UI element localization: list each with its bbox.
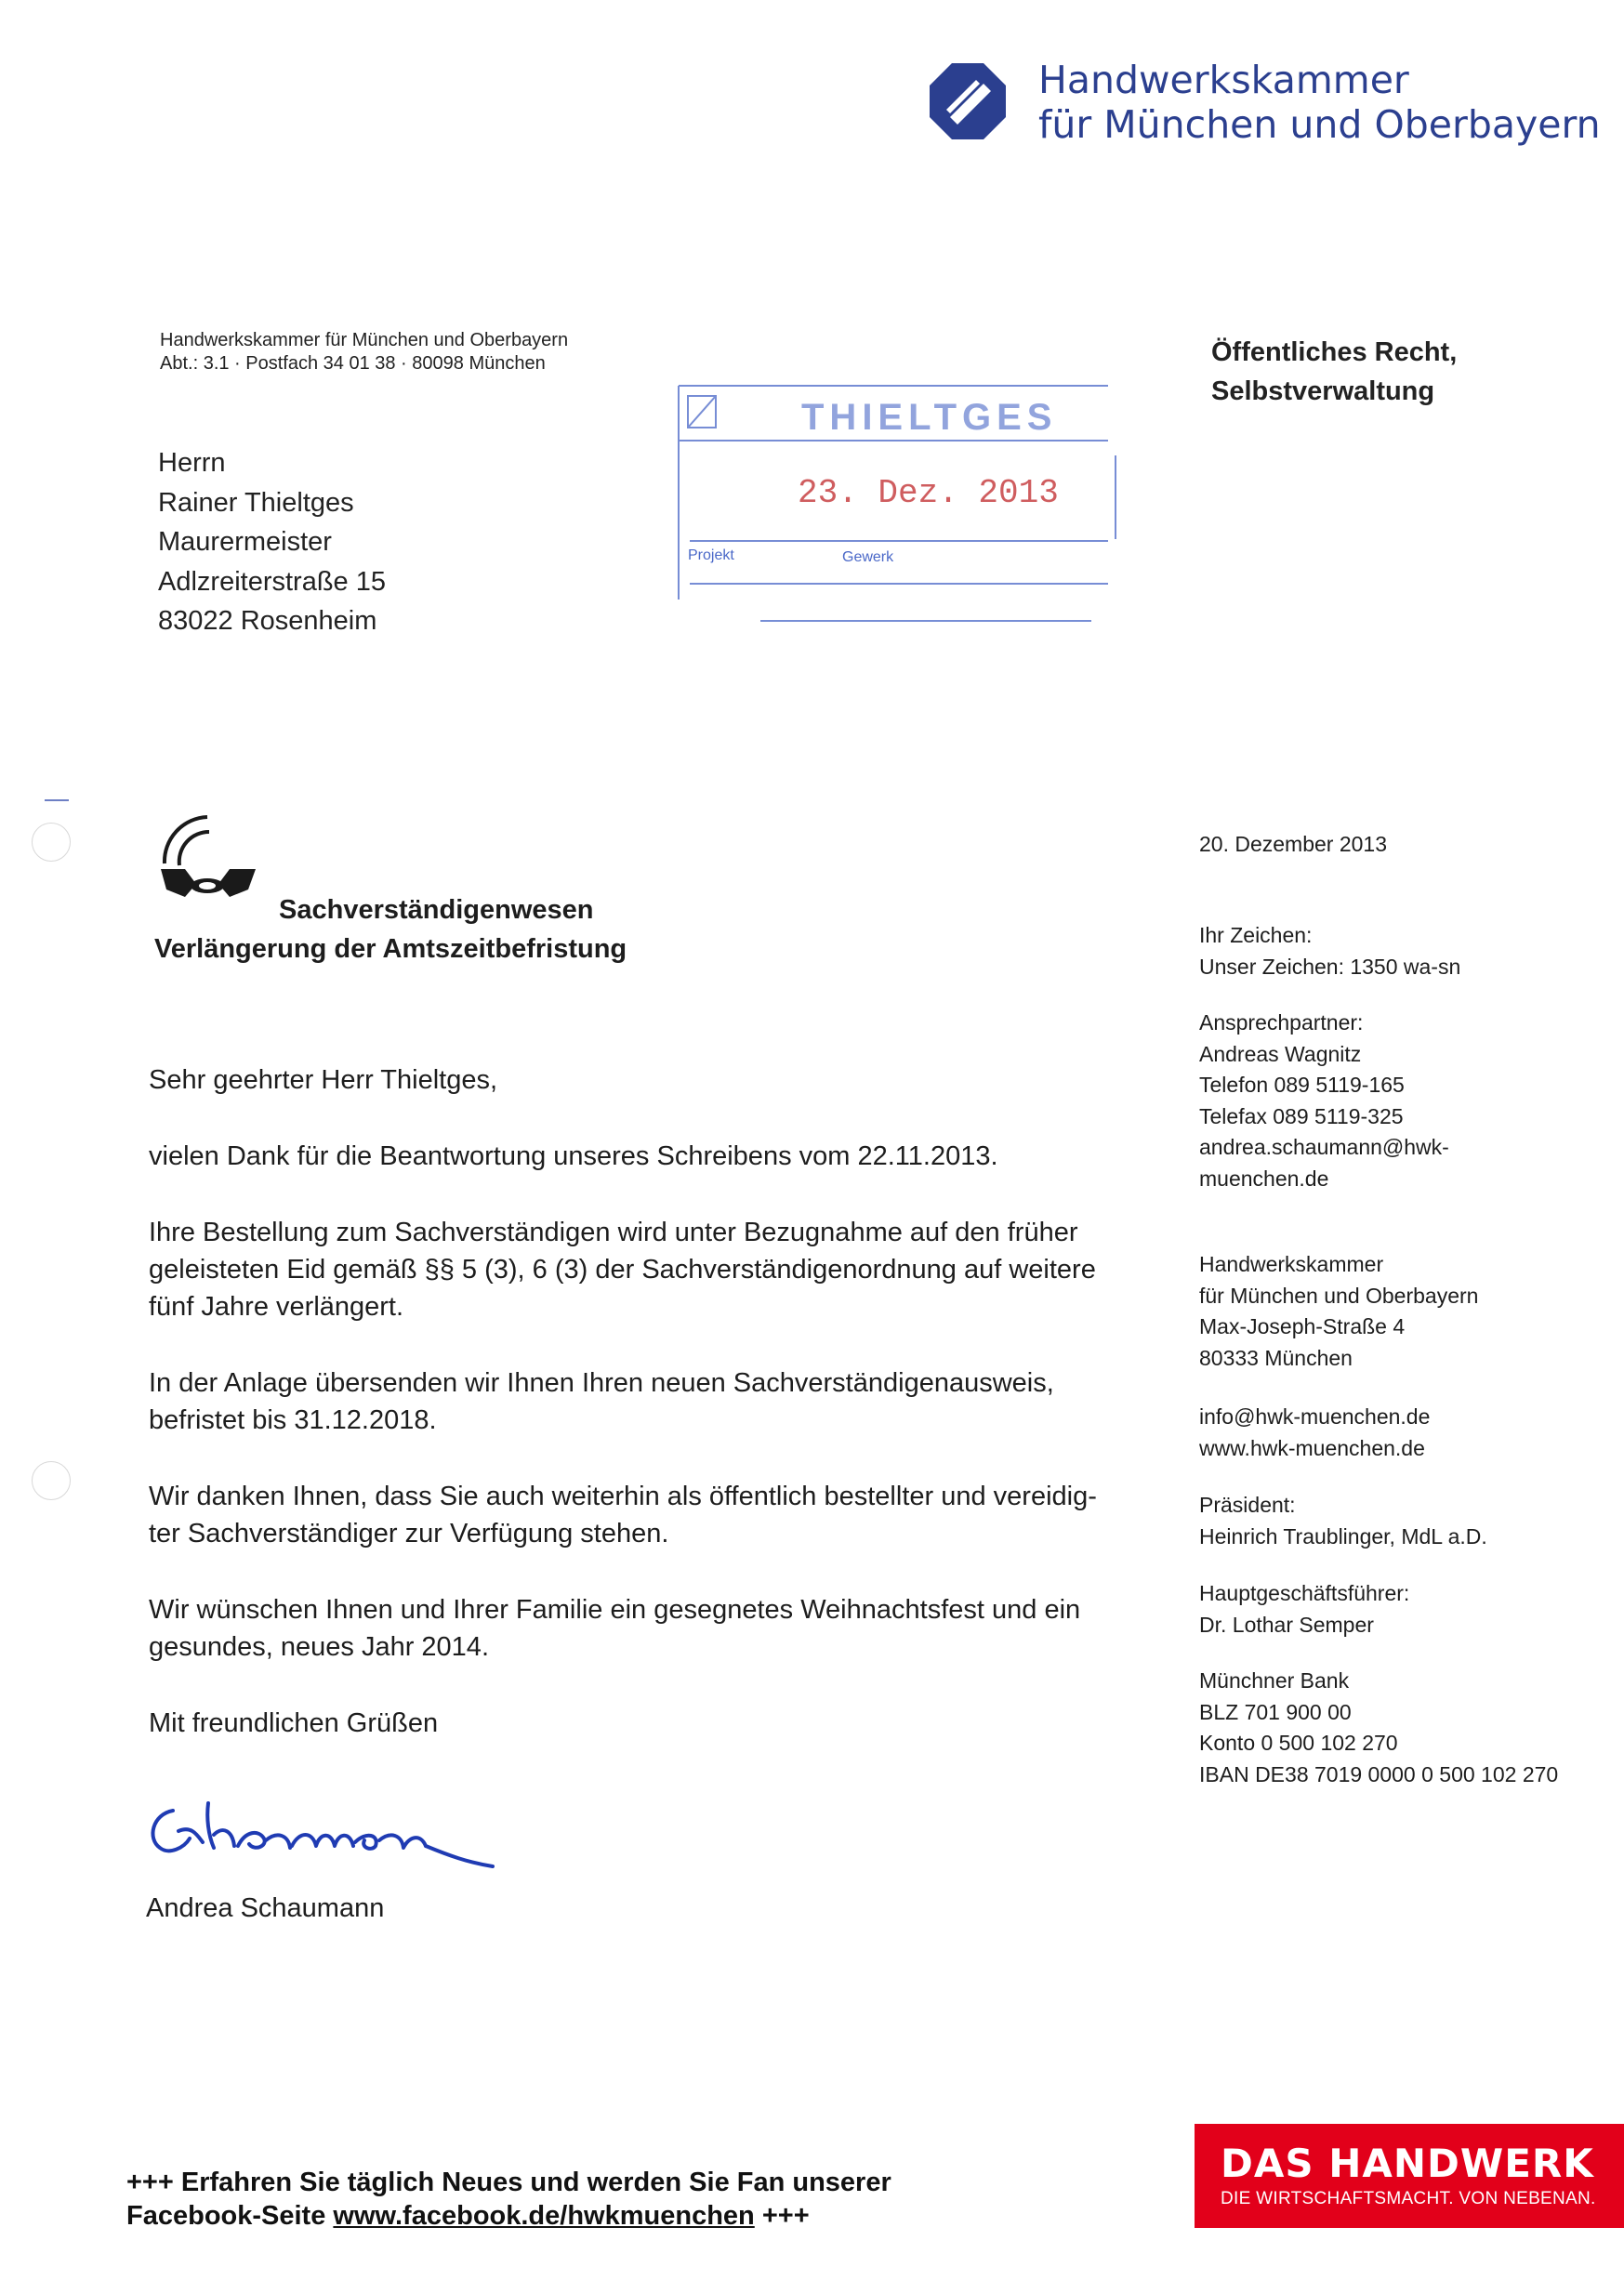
your-ref-label: Ihr Zeichen:: [1199, 923, 1313, 947]
paragraph-1: vielen Dank für die Beantwortung unseres Schreibens vom 22.11.2013.: [149, 1141, 998, 1171]
received-stamp: [671, 381, 1123, 632]
paragraph-5-line2: gesundes, neues Jahr 2014.: [149, 1632, 489, 1662]
contact-block: [1199, 1008, 1449, 1194]
bank-blz: BLZ 701 900 00: [1199, 1699, 1352, 1724]
stamp-field-project: Projekt: [688, 547, 734, 563]
paragraph-3-line1: In der Anlage übersenden wir Ihnen Ihren neuen Sachverständigenausweis,: [149, 1368, 1054, 1398]
legal-form-line2: Selbstverwaltung: [1211, 376, 1435, 406]
fold-mark: [45, 799, 69, 801]
sender-address: [160, 329, 568, 376]
recipient-title: Maurermeister: [158, 527, 332, 557]
contact-fax: Telefax 089 5119-325: [1199, 1103, 1404, 1128]
contact-name: Andreas Wagnitz: [1199, 1041, 1362, 1066]
bank-block: [1199, 1666, 1558, 1790]
paragraph-2-line3: fünf Jahre verlängert.: [149, 1292, 404, 1322]
facebook-promo-line2: [126, 2199, 891, 2233]
legal-form: [1211, 333, 1457, 411]
facebook-promo: [126, 2166, 891, 2233]
facebook-promo-prefix: Facebook-Seite: [126, 2201, 334, 2231]
website: www.hwk-muenchen.de: [1199, 1435, 1425, 1460]
org-name-line2: für München und Oberbayern: [1038, 102, 1601, 147]
letter-date: 20. Dezember 2013: [1199, 832, 1388, 856]
sender-line2: Abt.: 3.1 · Postfach 34 01 38 · 80098 München: [160, 353, 546, 374]
badge-title: DAS HANDWERK: [1221, 2141, 1594, 2186]
contact-email-line1: andrea.schaumann@hwk-: [1199, 1135, 1449, 1159]
punch-hole-top: [32, 823, 71, 862]
president-name: Heinrich Traublinger, MdL a.D.: [1199, 1523, 1487, 1549]
hwk-logo-icon: [930, 63, 1006, 139]
web-block: [1199, 1402, 1430, 1464]
info-email: info@hwk-muenchen.de: [1199, 1404, 1431, 1429]
subject-line2: Verlängerung der Amtszeitbefristung: [154, 934, 627, 964]
das-handwerk-badge: [1195, 2124, 1624, 2228]
org-name-line1: Handwerkskammer: [1038, 58, 1409, 102]
contact-phone: Telefon 089 5119-165: [1199, 1073, 1405, 1097]
bank-name: Münchner Bank: [1199, 1668, 1350, 1693]
ceo-block: [1199, 1578, 1409, 1641]
paragraph-2: [149, 1214, 1153, 1325]
sender-line1: Handwerkskammer für München und Oberbayern: [160, 330, 569, 350]
paragraph-4-line2: ter Sachverständiger zur Verfügung stehen.: [149, 1519, 669, 1549]
greeting: Sehr geehrter Herr Thieltges,: [149, 1065, 498, 1095]
stamp-date: 23. Dez. 2013: [798, 474, 1059, 512]
recipient-address: [158, 443, 386, 641]
contact-email-line2: muenchen.de: [1199, 1166, 1329, 1191]
expert-dept-icon: [153, 811, 260, 900]
recipient-name: Rainer Thieltges: [158, 487, 354, 518]
org-address-line4: 80333 München: [1199, 1345, 1353, 1370]
org-address-line1: Handwerkskammer: [1199, 1252, 1384, 1276]
paragraph-3-line2: befristet bis 31.12.2018.: [149, 1405, 437, 1435]
our-ref: Unser Zeichen: 1350 wa-sn: [1199, 954, 1461, 979]
recipient-salutation: Herrn: [158, 448, 226, 478]
recipient-street: Adlzreiterstraße 15: [158, 566, 386, 597]
paragraph-5-line1: Wir wünschen Ihnen und Ihrer Familie ein gesegnetes Weihnachtsfest und ein: [149, 1595, 1081, 1625]
ceo-name: Dr. Lothar Semper: [1199, 1612, 1374, 1637]
org-address-line2: für München und Oberbayern: [1199, 1283, 1479, 1308]
reference-block: [1199, 920, 1460, 982]
paragraph-2-line2: geleisteten Eid gemäß §§ 5 (3), 6 (3) der Sachverständigenordnung auf weitere: [149, 1255, 1096, 1285]
president-block: [1199, 1490, 1487, 1552]
recipient-city: 83022 Rosenheim: [158, 606, 377, 636]
org-address-block: [1199, 1249, 1478, 1374]
legal-form-line1: Öffentliches Recht,: [1211, 337, 1458, 367]
letter-body: [149, 1061, 1153, 1742]
subject: [154, 890, 627, 969]
paragraph-5: [149, 1591, 1153, 1666]
contact-label: Ansprechpartner:: [1199, 1010, 1364, 1035]
facebook-promo-suffix: +++: [754, 2201, 810, 2231]
subject-line1: Sachverständigenwesen: [279, 895, 594, 925]
paragraph-3: [149, 1364, 1153, 1439]
org-address-line3: Max-Joseph-Straße 4: [1199, 1314, 1406, 1338]
badge-tagline: DIE WIRTSCHAFTSMACHT. VON NEBENAN.: [1221, 2189, 1596, 2208]
stamp-field-trade: Gewerk: [842, 549, 894, 565]
paragraph-4: [149, 1478, 1153, 1552]
stamp-company: THIELTGES: [801, 397, 1058, 438]
handwritten-signature: [141, 1794, 550, 1896]
ceo-label: Hauptgeschäftsführer:: [1199, 1581, 1410, 1605]
bank-iban: IBAN DE38 7019 0000 0 500 102 270: [1199, 1761, 1559, 1786]
president-label: Präsident:: [1199, 1493, 1296, 1517]
paragraph-4-line1: Wir danken Ihnen, dass Sie auch weiterhin als öffentlich bestellter und vereidig-: [149, 1482, 1097, 1511]
org-name: [1038, 58, 1601, 147]
facebook-promo-line1: +++ Erfahren Sie täglich Neues und werden Sie Fan unserer: [126, 2168, 891, 2197]
bank-account: Konto 0 500 102 270: [1199, 1731, 1398, 1755]
closing: Mit freundlichen Grüßen: [149, 1708, 439, 1738]
facebook-link[interactable]: www.facebook.de/hwkmuenchen: [333, 2201, 755, 2231]
signer-name: Andrea Schaumann: [146, 1893, 385, 1923]
paragraph-2-line1: Ihre Bestellung zum Sachverständigen wird unter Bezugnahme auf den früher: [149, 1218, 1078, 1247]
punch-hole-bottom: [32, 1461, 71, 1500]
